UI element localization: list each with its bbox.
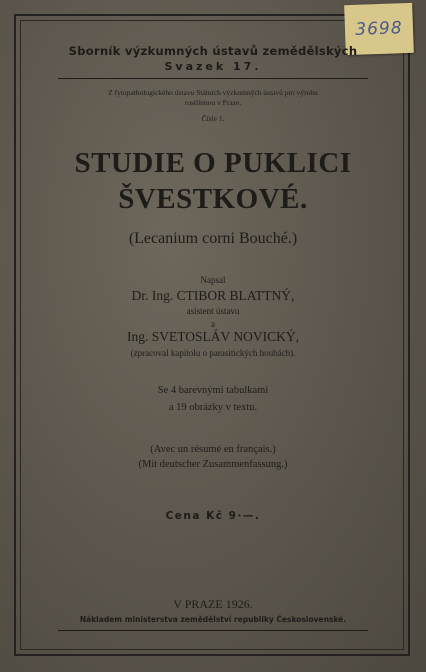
- price: Cena Kč 9·—.: [165, 510, 261, 522]
- divider-bottom: [58, 630, 368, 631]
- title-line-2: ŠVESTKOVÉ.: [118, 183, 308, 215]
- title-line-1: STUDIE O PUKLICI: [74, 147, 352, 179]
- contents-line-1: Se 4 barevnými tabulkami: [157, 385, 269, 396]
- author-2: Ing. SVETOSLÁV NOVICKÝ,: [126, 329, 299, 344]
- institute-line-2: rostlinnou v Praze.: [184, 98, 242, 107]
- institute-line-1: Z fytopathologického ústavu Státních výzkumných ústavů pro výrobu: [108, 88, 318, 97]
- library-label-number: 3698: [355, 18, 403, 40]
- resume-german: (Mit deutscher Zusammenfassung.): [138, 459, 288, 470]
- divider-top: [58, 78, 368, 79]
- author-conjunction: a: [211, 319, 215, 329]
- title-latin-name: (Lecanium corni Bouché.): [128, 230, 298, 247]
- napsal-label: Napsal: [200, 275, 226, 285]
- contents-line-2: a 19 obrázky v textu.: [168, 402, 258, 413]
- series-name: Sborník výzkumných ústavů zemědělských: [68, 44, 358, 58]
- institute-number: Čísle 1.: [201, 114, 225, 123]
- author-2-role: (zpracoval kapitolu o parasitických houbách).: [130, 348, 296, 358]
- author-1-role: asistent ústavu: [186, 306, 240, 316]
- resume-french: (Avec un résumé en français.): [150, 444, 276, 455]
- imprint-publisher: Nákladem ministerstva zemědělství republiky Československé.: [79, 615, 347, 624]
- series-volume: Svazek 17.: [164, 60, 262, 73]
- imprint-place-year: V PRAZE 1926.: [173, 597, 253, 611]
- author-1: Dr. Ing. CTIBOR BLATTNÝ,: [131, 288, 295, 303]
